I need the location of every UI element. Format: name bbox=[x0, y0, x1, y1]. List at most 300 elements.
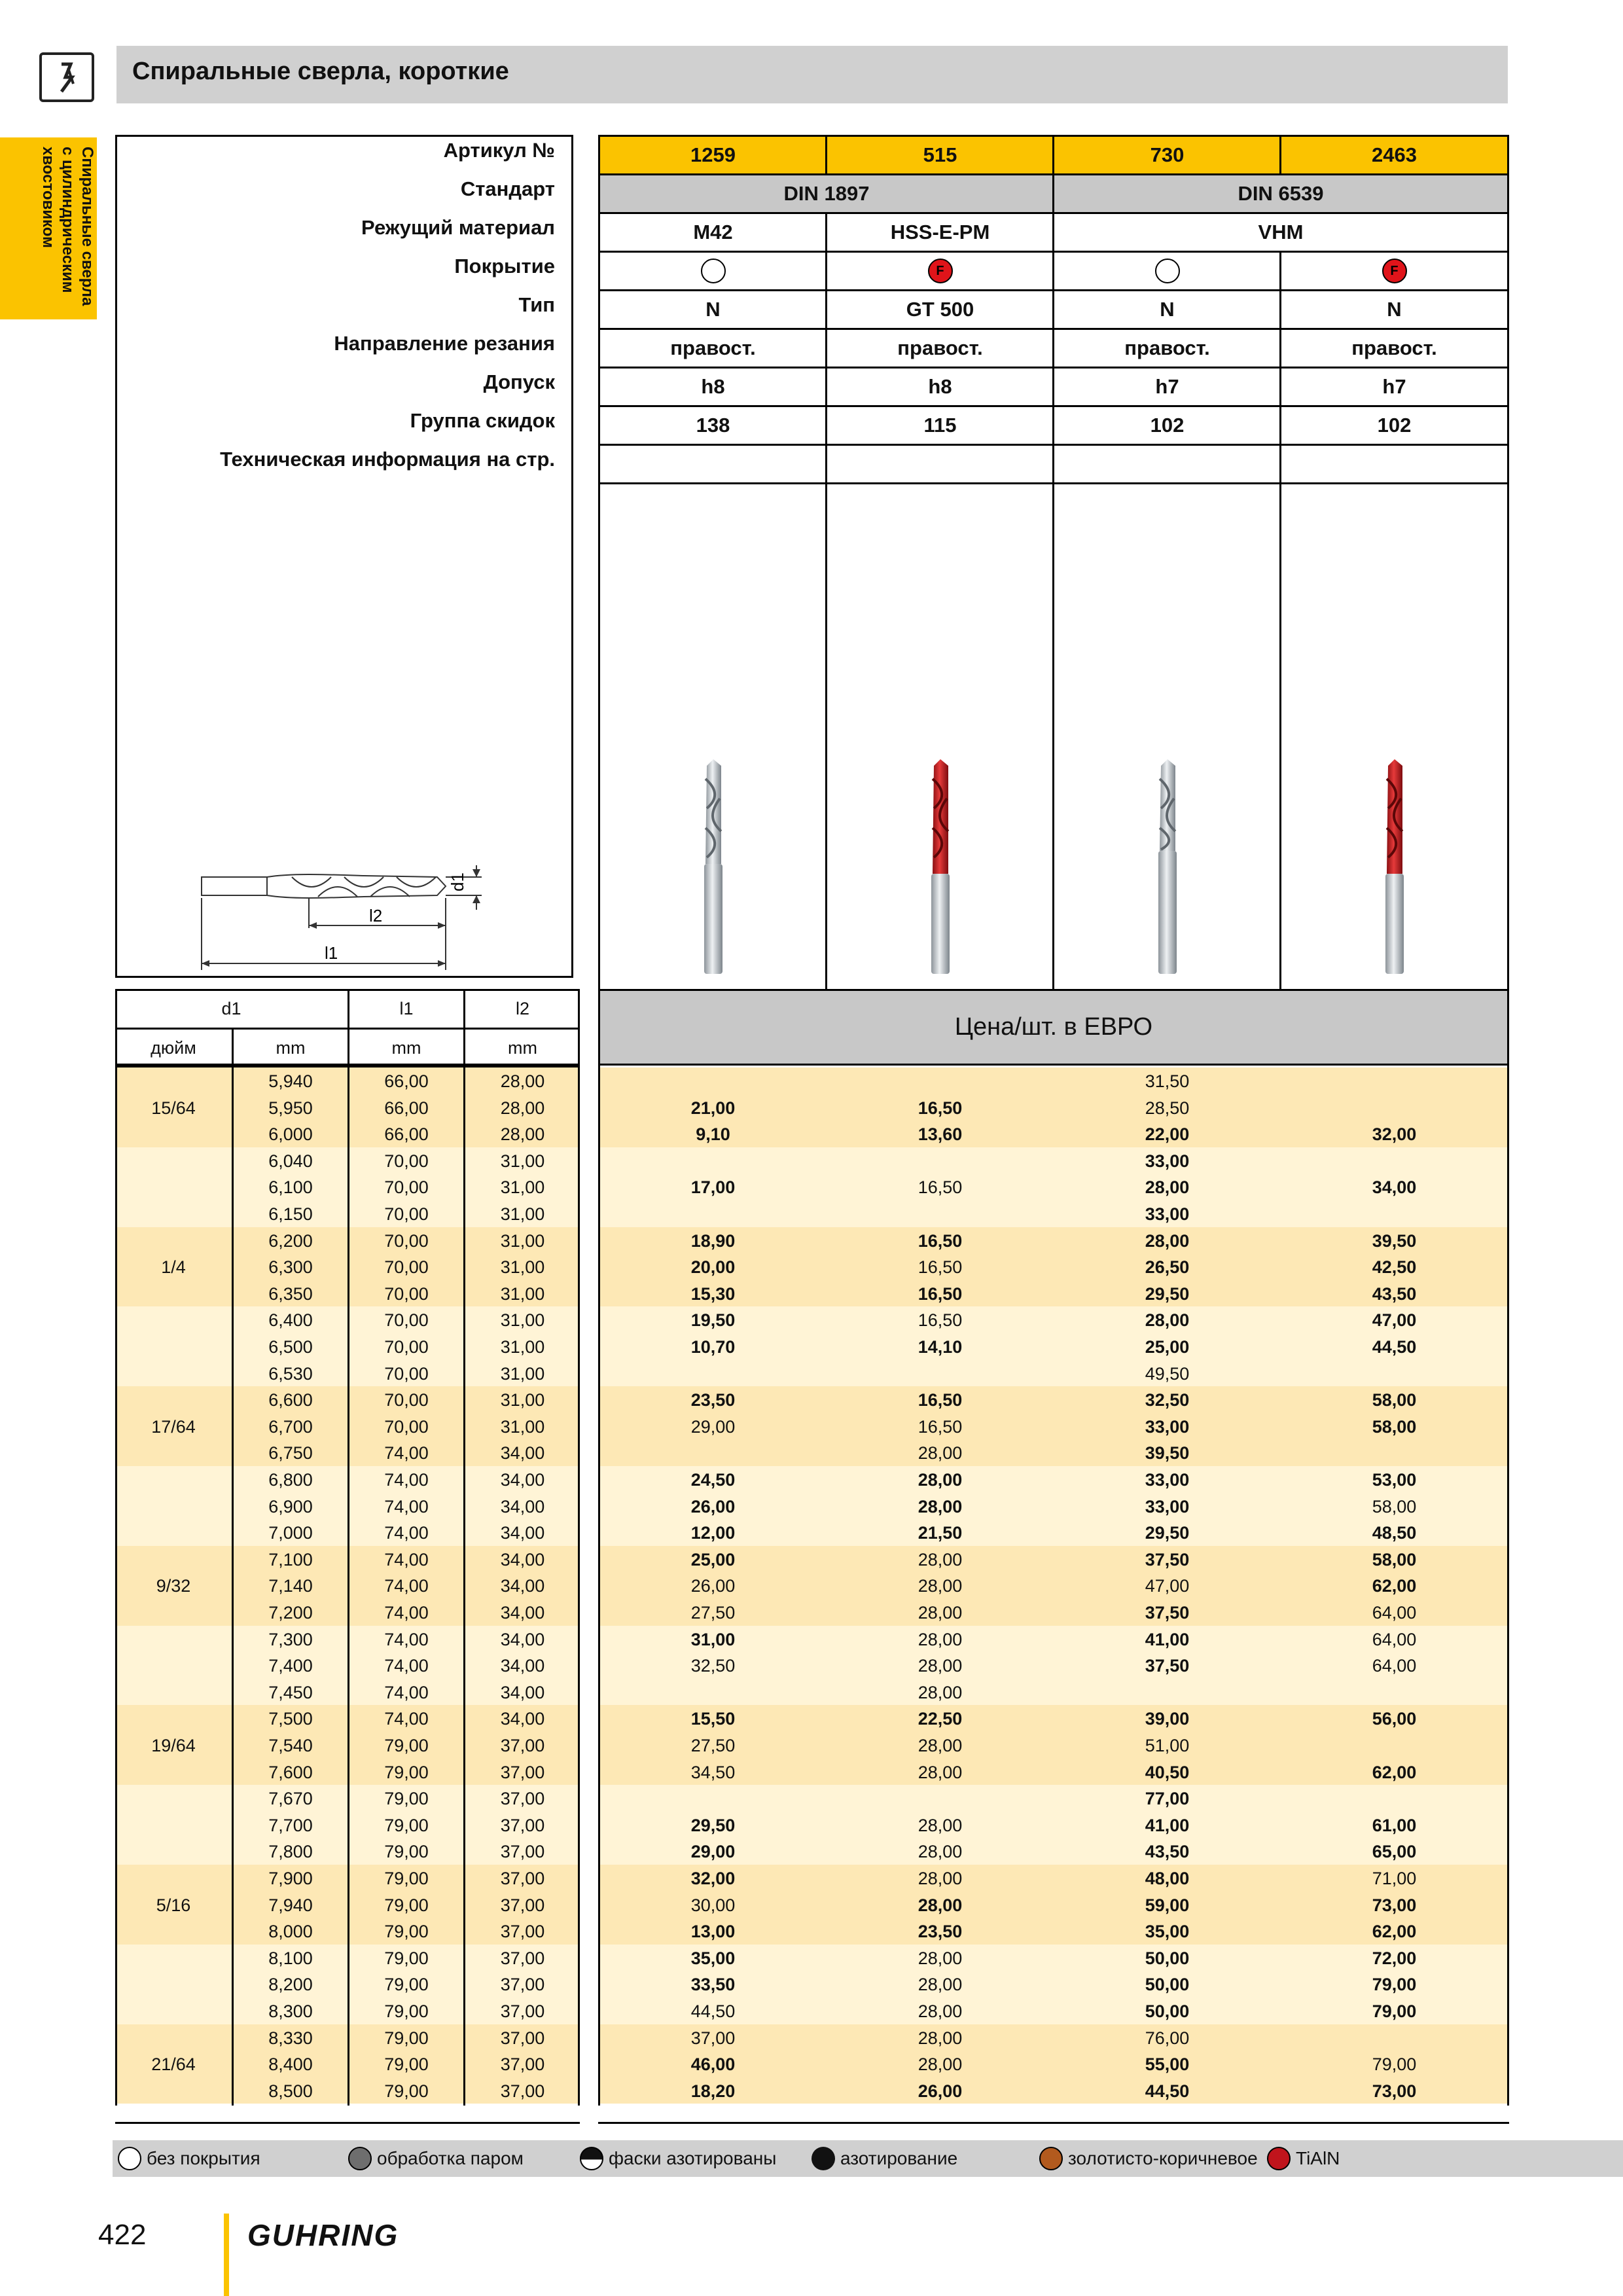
diameter-mm: 7,670 bbox=[268, 1789, 313, 1809]
direction-cell: правост. bbox=[670, 336, 756, 359]
price-cell: 16,50 bbox=[918, 1283, 963, 1304]
length-l1: 79,00 bbox=[384, 2081, 429, 2101]
length-l1: 70,00 bbox=[384, 1257, 429, 1278]
price-cell: 49,50 bbox=[1145, 1363, 1190, 1384]
inch-value: 17/64 bbox=[151, 1416, 196, 1437]
diameter-mm: 8,500 bbox=[268, 2081, 313, 2101]
price-cell: 50,00 bbox=[1145, 1948, 1190, 1968]
article-1259: 1259 bbox=[600, 137, 826, 173]
tab-line: с цилиндрическим bbox=[59, 147, 77, 293]
length-l2: 34,00 bbox=[500, 1656, 545, 1676]
diameter-mm: 7,000 bbox=[268, 1523, 313, 1543]
circle-outline-icon bbox=[701, 259, 726, 283]
price-cell: 13,00 bbox=[690, 1922, 736, 1942]
length-l1: 70,00 bbox=[384, 1416, 429, 1437]
price-cell: 58,00 bbox=[1372, 1549, 1417, 1570]
standard-din6539: DIN 6539 bbox=[1054, 175, 1507, 212]
sub-header-mm: mm bbox=[276, 1038, 306, 1058]
price-cell: 28,00 bbox=[918, 2001, 963, 2021]
diameter-mm: 7,800 bbox=[268, 1842, 313, 1862]
price-cell: 27,50 bbox=[690, 1603, 736, 1623]
length-l2: 34,00 bbox=[500, 1523, 545, 1543]
length-l1: 74,00 bbox=[384, 1709, 429, 1729]
price-cell: 48,50 bbox=[1372, 1523, 1417, 1543]
price-cell: 16,50 bbox=[918, 1230, 963, 1251]
discount-cell: 102 bbox=[1377, 414, 1412, 437]
length-l2: 34,00 bbox=[500, 1629, 545, 1649]
price-cell: 47,00 bbox=[1372, 1310, 1417, 1331]
price-cell: 15,30 bbox=[690, 1283, 736, 1304]
inch-value: 5/16 bbox=[156, 1895, 191, 1915]
price-cell: 55,00 bbox=[1145, 2054, 1190, 2075]
length-l2: 31,00 bbox=[500, 1363, 545, 1384]
label-material: Режущий материал bbox=[361, 216, 555, 239]
legend-label: фаски азотированы bbox=[609, 2148, 777, 2168]
length-l1: 74,00 bbox=[384, 1603, 429, 1623]
diameter-mm: 6,500 bbox=[268, 1337, 313, 1357]
length-l1: 66,00 bbox=[384, 1071, 429, 1091]
legend-item bbox=[812, 2147, 957, 2170]
length-l2: 31,00 bbox=[500, 1230, 545, 1251]
price-cell: 26,00 bbox=[690, 1496, 736, 1516]
price-cell: 48,00 bbox=[1145, 1869, 1190, 1888]
brand-logo-icon bbox=[39, 52, 94, 102]
price-cell: 28,00 bbox=[918, 1869, 963, 1888]
price-cell: 41,00 bbox=[1145, 1629, 1190, 1649]
brand-bar bbox=[224, 2214, 229, 2296]
diameter-mm: 6,530 bbox=[268, 1363, 313, 1384]
diameter-mm: 7,300 bbox=[268, 1629, 313, 1649]
type-cell: N bbox=[1160, 298, 1175, 321]
price-cell: 37,00 bbox=[690, 2028, 736, 2048]
table-rule bbox=[598, 1066, 600, 2106]
length-l2: 37,00 bbox=[500, 1922, 545, 1942]
diameter-mm: 7,700 bbox=[268, 1815, 313, 1835]
price-cell: 24,50 bbox=[690, 1470, 736, 1490]
legend-label: TiAlN bbox=[1296, 2148, 1340, 2168]
price-cell: 71,00 bbox=[1372, 1869, 1417, 1888]
page-number: 422 bbox=[98, 2219, 147, 2251]
length-l2: 34,00 bbox=[500, 1603, 545, 1623]
price-cell: 42,50 bbox=[1372, 1257, 1417, 1278]
discount-cell: 138 bbox=[696, 414, 730, 437]
table-rule bbox=[348, 1066, 349, 2106]
price-cell: 28,00 bbox=[918, 2054, 963, 2075]
price-cell: 46,00 bbox=[690, 2054, 736, 2075]
length-l1: 79,00 bbox=[384, 2028, 429, 2048]
tialn-coating-icon: F bbox=[928, 259, 953, 283]
price-cell: 37,50 bbox=[1145, 1656, 1190, 1676]
diameter-mm: 7,200 bbox=[268, 1603, 313, 1623]
length-l1: 66,00 bbox=[384, 1124, 429, 1145]
length-l2: 31,00 bbox=[500, 1177, 545, 1198]
diameter-mm: 7,940 bbox=[268, 1895, 313, 1915]
diameter-mm: 6,750 bbox=[268, 1443, 313, 1463]
length-l1: 79,00 bbox=[384, 2001, 429, 2021]
diameter-mm: 6,900 bbox=[268, 1496, 313, 1516]
price-cell: 34,00 bbox=[1372, 1177, 1417, 1198]
price-cell: 16,50 bbox=[918, 1177, 963, 1198]
length-l1: 79,00 bbox=[384, 1789, 429, 1809]
price-cell: 47,00 bbox=[1145, 1576, 1190, 1596]
tolerance-cell: h8 bbox=[928, 375, 952, 398]
length-l1: 70,00 bbox=[384, 1363, 429, 1384]
inch-value: 1/4 bbox=[161, 1257, 186, 1278]
label-type: Тип bbox=[518, 293, 555, 316]
price-cell: 30,00 bbox=[690, 1895, 736, 1915]
l2-dimension-label: l2 bbox=[369, 906, 383, 925]
circle-outline-icon bbox=[1155, 259, 1180, 283]
price-cell: 15,50 bbox=[690, 1709, 736, 1729]
diameter-mm: 6,800 bbox=[268, 1470, 313, 1490]
length-l2: 34,00 bbox=[500, 1709, 545, 1729]
diameter-mm: 6,400 bbox=[268, 1310, 313, 1331]
red-letter-icon bbox=[1267, 2147, 1291, 2170]
length-l2: 31,00 bbox=[500, 1416, 545, 1437]
diameter-mm: 7,100 bbox=[268, 1549, 313, 1570]
price-cell: 25,00 bbox=[690, 1549, 736, 1570]
length-l2: 37,00 bbox=[500, 1869, 545, 1888]
length-l2: 34,00 bbox=[500, 1576, 545, 1596]
brand-logo: GUHRING bbox=[247, 2218, 399, 2252]
tab-line: хвостовиком bbox=[39, 147, 57, 248]
spec-labels bbox=[115, 135, 555, 619]
price-cell: 29,00 bbox=[690, 1416, 736, 1437]
diameter-mm: 7,540 bbox=[268, 1736, 313, 1755]
price-cell: 29,50 bbox=[1145, 1283, 1190, 1304]
length-l1: 74,00 bbox=[384, 1496, 429, 1516]
price-header bbox=[598, 989, 1509, 1066]
brown-circle-icon bbox=[1039, 2147, 1063, 2170]
price-cell: 33,00 bbox=[1145, 1151, 1190, 1171]
price-cell: 58,00 bbox=[1372, 1390, 1417, 1410]
price-cell: 28,00 bbox=[918, 1736, 963, 1755]
diameter-mm: 7,450 bbox=[268, 1682, 313, 1702]
tab-line: Спиральные сверла bbox=[79, 147, 96, 306]
length-l1: 79,00 bbox=[384, 1922, 429, 1942]
length-l1: 79,00 bbox=[384, 1975, 429, 1995]
price-cell: 29,00 bbox=[690, 1842, 736, 1862]
diameter-mm: 7,900 bbox=[268, 1869, 313, 1888]
inch-value: 15/64 bbox=[151, 1098, 196, 1118]
diameter-mm: 6,700 bbox=[268, 1416, 313, 1437]
diameter-mm: 8,300 bbox=[268, 2001, 313, 2021]
table-rule bbox=[578, 1066, 580, 2106]
tialn-coating-icon: F bbox=[1382, 259, 1407, 283]
price-cell: 33,00 bbox=[1145, 1470, 1190, 1490]
label-discount: Группа скидок bbox=[410, 409, 555, 432]
tolerance-cell: h7 bbox=[1155, 375, 1179, 398]
price-cell: 28,00 bbox=[918, 1470, 963, 1490]
price-cell: 62,00 bbox=[1372, 1762, 1417, 1782]
diameter-mm: 8,000 bbox=[268, 1922, 313, 1942]
col-header-l1: l1 bbox=[399, 999, 414, 1018]
price-cell: 26,50 bbox=[1145, 1257, 1190, 1278]
price-cell: 56,00 bbox=[1372, 1709, 1417, 1729]
price-cell: 32,50 bbox=[690, 1656, 736, 1676]
label-tech-info: Техническая информация на стр. bbox=[220, 448, 555, 471]
sub-header-mm: mm bbox=[391, 1038, 421, 1058]
diameter-mm: 5,940 bbox=[268, 1071, 313, 1091]
price-cell: 31,00 bbox=[690, 1629, 736, 1649]
standard-din1897: DIN 1897 bbox=[600, 175, 1053, 212]
price-cell: 33,00 bbox=[1145, 1416, 1190, 1437]
length-l1: 79,00 bbox=[384, 1948, 429, 1968]
diameter-mm: 6,200 bbox=[268, 1230, 313, 1251]
length-l2: 28,00 bbox=[500, 1071, 545, 1091]
diameter-mm: 8,400 bbox=[268, 2054, 313, 2075]
length-l1: 79,00 bbox=[384, 1815, 429, 1835]
length-l1: 74,00 bbox=[384, 1576, 429, 1596]
price-cell: 28,00 bbox=[1145, 1177, 1190, 1198]
length-l2: 34,00 bbox=[500, 1443, 545, 1463]
length-l1: 79,00 bbox=[384, 1869, 429, 1888]
discount-cell: 102 bbox=[1150, 414, 1185, 437]
length-l1: 74,00 bbox=[384, 1682, 429, 1702]
price-cell: 73,00 bbox=[1372, 2081, 1417, 2101]
length-l2: 31,00 bbox=[500, 1337, 545, 1357]
type-cell: N bbox=[705, 298, 721, 321]
length-l2: 34,00 bbox=[500, 1682, 545, 1702]
price-cell: 28,00 bbox=[1145, 1310, 1190, 1331]
article-2463: 2463 bbox=[1281, 137, 1507, 173]
tolerance-cell: h8 bbox=[701, 375, 725, 398]
length-l1: 74,00 bbox=[384, 1523, 429, 1543]
price-cell: 23,50 bbox=[918, 1922, 963, 1942]
legend-item bbox=[580, 2147, 776, 2170]
length-l2: 37,00 bbox=[500, 2081, 545, 2101]
price-cell: 33,00 bbox=[1145, 1204, 1190, 1224]
price-cell: 73,00 bbox=[1372, 1895, 1417, 1915]
diameter-mm: 8,100 bbox=[268, 1948, 313, 1968]
price-cell: 13,60 bbox=[918, 1124, 963, 1145]
diameter-mm: 7,140 bbox=[268, 1576, 313, 1596]
length-l1: 74,00 bbox=[384, 1629, 429, 1649]
col-header-d1: d1 bbox=[221, 999, 241, 1018]
coating-cell bbox=[1054, 253, 1280, 289]
price-cell: 79,00 bbox=[1372, 2054, 1417, 2075]
length-l2: 34,00 bbox=[500, 1470, 545, 1490]
diameter-mm: 6,300 bbox=[268, 1257, 313, 1278]
length-l2: 31,00 bbox=[500, 1390, 545, 1410]
drill-image-red bbox=[1362, 759, 1427, 975]
price-cell: 39,50 bbox=[1372, 1230, 1417, 1251]
drill-dimension-diagram bbox=[194, 851, 508, 975]
price-cell: 16,50 bbox=[918, 1098, 963, 1118]
price-cell: 50,00 bbox=[1145, 2001, 1190, 2021]
legend-label: обработка паром bbox=[377, 2148, 524, 2168]
price-cell: 28,00 bbox=[918, 1762, 963, 1782]
price-cell: 28,00 bbox=[918, 1629, 963, 1649]
price-cell: 28,00 bbox=[918, 1603, 963, 1623]
price-cell: 28,00 bbox=[918, 1549, 963, 1570]
page-title: Спиральные сверла, короткие bbox=[132, 58, 509, 85]
length-l1: 70,00 bbox=[384, 1177, 429, 1198]
sub-header-inch: дюйм bbox=[151, 1038, 196, 1058]
legend-item bbox=[1267, 2147, 1340, 2170]
length-l2: 37,00 bbox=[500, 1948, 545, 1968]
d1-dimension-label: d1 bbox=[448, 872, 467, 891]
table-rule bbox=[115, 1066, 580, 1067]
diameter-mm: 6,040 bbox=[268, 1151, 313, 1171]
label-direction: Направление резания bbox=[334, 332, 555, 355]
price-cell: 64,00 bbox=[1372, 1603, 1417, 1623]
gray-circle-icon bbox=[348, 2147, 372, 2170]
label-article: Артикул № bbox=[443, 139, 555, 162]
coating-cell bbox=[1281, 253, 1507, 289]
price-cell: 23,50 bbox=[690, 1390, 736, 1410]
inch-value: 19/64 bbox=[151, 1736, 196, 1755]
price-header-label: Цена/шт. в ЕВРО bbox=[954, 1013, 1153, 1041]
coating-cell bbox=[827, 253, 1053, 289]
length-l2: 37,00 bbox=[500, 2054, 545, 2075]
length-l2: 28,00 bbox=[500, 1098, 545, 1118]
length-l1: 79,00 bbox=[384, 1736, 429, 1755]
length-l1: 74,00 bbox=[384, 1656, 429, 1676]
l1-dimension-label: l1 bbox=[325, 943, 338, 963]
price-cell: 14,10 bbox=[918, 1337, 963, 1357]
length-l2: 37,00 bbox=[500, 2028, 545, 2048]
length-l2: 37,00 bbox=[500, 1789, 545, 1809]
price-cell: 79,00 bbox=[1372, 1975, 1417, 1995]
price-cell: 27,50 bbox=[690, 1736, 736, 1755]
type-cell: N bbox=[1387, 298, 1402, 321]
length-l2: 31,00 bbox=[500, 1310, 545, 1331]
price-cell: 16,50 bbox=[918, 1390, 963, 1410]
length-l1: 70,00 bbox=[384, 1283, 429, 1304]
price-cell: 51,00 bbox=[1145, 1736, 1190, 1755]
price-cell: 53,00 bbox=[1372, 1470, 1417, 1490]
length-l2: 37,00 bbox=[500, 1736, 545, 1755]
price-cell: 40,50 bbox=[1145, 1762, 1190, 1782]
article-515: 515 bbox=[827, 137, 1053, 173]
length-l1: 66,00 bbox=[384, 1098, 429, 1118]
price-cell: 28,00 bbox=[918, 1496, 963, 1516]
length-l1: 74,00 bbox=[384, 1470, 429, 1490]
tolerance-cell: h7 bbox=[1382, 375, 1406, 398]
price-cell: 21,50 bbox=[918, 1523, 963, 1543]
price-cell: 28,00 bbox=[918, 1842, 963, 1862]
length-l2: 31,00 bbox=[500, 1257, 545, 1278]
price-cell: 10,70 bbox=[690, 1337, 736, 1357]
diameter-mm: 6,150 bbox=[268, 1204, 313, 1224]
diameter-mm: 7,400 bbox=[268, 1656, 313, 1676]
price-cell: 33,50 bbox=[690, 1975, 736, 1995]
price-cell: 21,00 bbox=[690, 1098, 736, 1118]
diameter-mm: 7,500 bbox=[268, 1709, 313, 1729]
length-l2: 31,00 bbox=[500, 1151, 545, 1171]
table-rule bbox=[232, 1066, 234, 2106]
legend-item bbox=[118, 2147, 260, 2170]
drill-image-red bbox=[908, 759, 973, 975]
price-cell: 41,00 bbox=[1145, 1815, 1190, 1835]
discount-cell: 115 bbox=[923, 414, 957, 437]
price-cell: 44,50 bbox=[1372, 1337, 1417, 1357]
price-cell: 72,00 bbox=[1372, 1948, 1417, 1968]
legend-label: без покрытия bbox=[147, 2148, 260, 2168]
length-l2: 37,00 bbox=[500, 1842, 545, 1862]
length-l1: 70,00 bbox=[384, 1151, 429, 1171]
diameter-mm: 6,600 bbox=[268, 1390, 313, 1410]
price-cell: 62,00 bbox=[1372, 1576, 1417, 1596]
price-cell: 28,00 bbox=[918, 1576, 963, 1596]
price-cell: 9,10 bbox=[696, 1124, 730, 1145]
diameter-mm: 6,350 bbox=[268, 1283, 313, 1304]
table-rule bbox=[1507, 1066, 1509, 2106]
inch-value: 21/64 bbox=[151, 2054, 196, 2075]
price-cell: 79,00 bbox=[1372, 2001, 1417, 2021]
length-l1: 74,00 bbox=[384, 1443, 429, 1463]
length-l2: 37,00 bbox=[500, 1815, 545, 1835]
diameter-mm: 5,950 bbox=[268, 1098, 313, 1118]
price-cell: 35,00 bbox=[1145, 1922, 1190, 1942]
price-cell: 18,90 bbox=[690, 1230, 736, 1251]
price-cell: 37,50 bbox=[1145, 1603, 1190, 1623]
table-rule bbox=[115, 1066, 117, 2106]
length-l2: 31,00 bbox=[500, 1283, 545, 1304]
material-hss: HSS-E-PM bbox=[890, 221, 990, 243]
sub-header-mm: mm bbox=[508, 1038, 537, 1058]
type-cell: GT 500 bbox=[906, 298, 974, 321]
direction-cell: правост. bbox=[1124, 336, 1210, 359]
length-l2: 28,00 bbox=[500, 1124, 545, 1145]
length-l1: 70,00 bbox=[384, 1230, 429, 1251]
price-cell: 33,00 bbox=[1145, 1496, 1190, 1516]
price-cell: 16,50 bbox=[918, 1257, 963, 1278]
price-cell: 20,00 bbox=[690, 1257, 736, 1278]
length-l1: 79,00 bbox=[384, 1762, 429, 1782]
diameter-mm: 6,000 bbox=[268, 1124, 313, 1145]
coating-cell bbox=[600, 253, 826, 289]
price-cell: 16,50 bbox=[918, 1416, 963, 1437]
price-cell: 39,00 bbox=[1145, 1709, 1190, 1729]
price-cell: 22,50 bbox=[918, 1709, 963, 1729]
length-l1: 79,00 bbox=[384, 2054, 429, 2075]
diameter-mm: 8,330 bbox=[268, 2028, 313, 2048]
diameter-mm: 7,600 bbox=[268, 1762, 313, 1782]
diameter-mm: 8,200 bbox=[268, 1975, 313, 1995]
price-cell: 59,00 bbox=[1145, 1895, 1190, 1915]
price-cell: 28,00 bbox=[1145, 1230, 1190, 1251]
price-cell: 65,00 bbox=[1372, 1842, 1417, 1862]
inch-value: 9/32 bbox=[156, 1576, 191, 1596]
price-cell: 61,00 bbox=[1372, 1815, 1417, 1835]
price-cell: 29,50 bbox=[690, 1815, 736, 1835]
table-rule bbox=[463, 1066, 465, 2106]
price-cell: 28,50 bbox=[1145, 1098, 1190, 1118]
length-l2: 34,00 bbox=[500, 1496, 545, 1516]
diameter-mm: 6,100 bbox=[268, 1177, 313, 1198]
price-cell: 44,50 bbox=[1145, 2081, 1190, 2101]
length-l1: 70,00 bbox=[384, 1204, 429, 1224]
price-cell: 28,00 bbox=[918, 1895, 963, 1915]
price-cell: 50,00 bbox=[1145, 1975, 1190, 1995]
length-l2: 37,00 bbox=[500, 2001, 545, 2021]
price-cell: 19,50 bbox=[690, 1310, 736, 1331]
price-cell: 64,00 bbox=[1372, 1656, 1417, 1676]
price-cell: 28,00 bbox=[918, 1443, 963, 1463]
price-cell: 16,50 bbox=[918, 1310, 963, 1331]
price-cell: 18,20 bbox=[690, 2081, 736, 2101]
length-l1: 70,00 bbox=[384, 1337, 429, 1357]
legend-item bbox=[1039, 2147, 1258, 2170]
price-cell: 58,00 bbox=[1372, 1496, 1417, 1516]
price-cell: 64,00 bbox=[1372, 1629, 1417, 1649]
price-cell: 32,00 bbox=[1372, 1124, 1417, 1145]
price-cell: 31,50 bbox=[1145, 1071, 1190, 1091]
price-cell: 44,50 bbox=[690, 2001, 736, 2021]
price-cell: 39,50 bbox=[1145, 1443, 1190, 1463]
